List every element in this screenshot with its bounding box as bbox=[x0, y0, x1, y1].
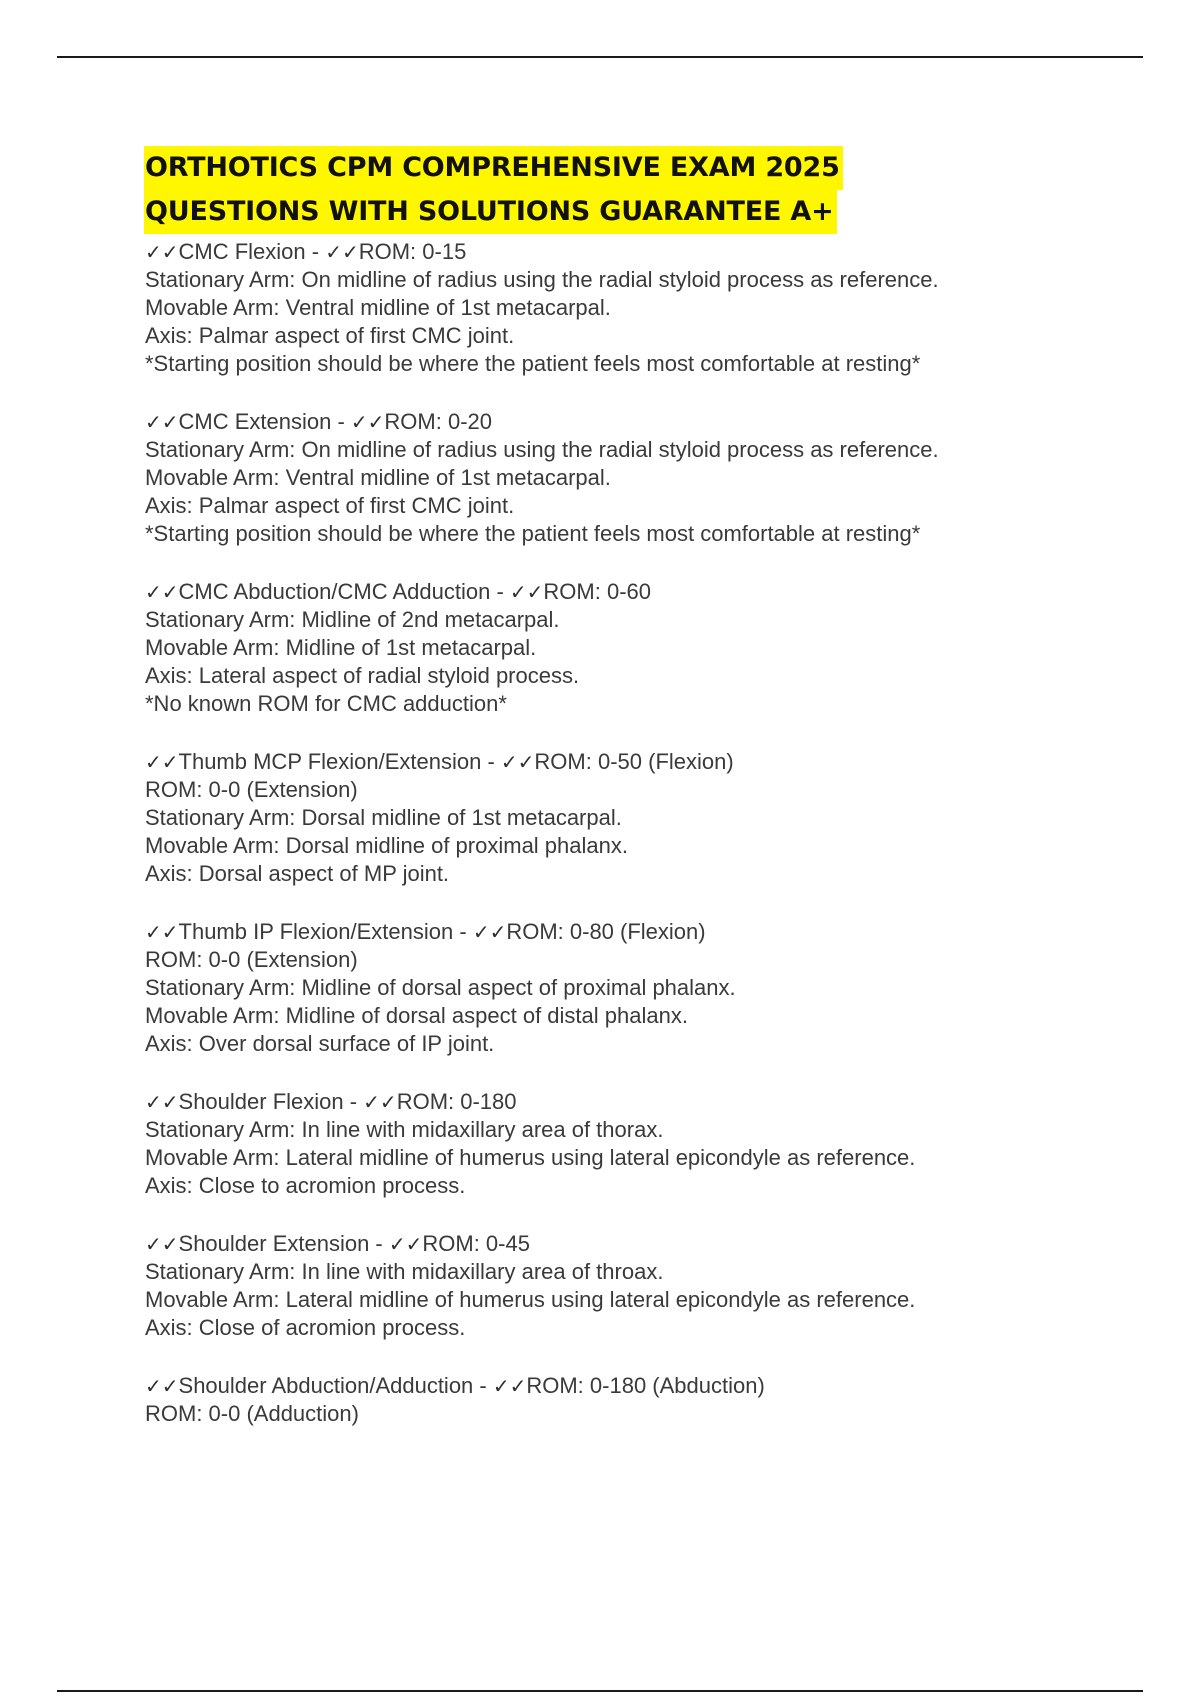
answer-text: ROM: 0-180 (Abduction) bbox=[526, 1373, 765, 1398]
qa-entry bbox=[145, 238, 1075, 378]
double-check-icon: ✓✓ bbox=[492, 1374, 527, 1398]
answer-detail-line: Movable Arm: Dorsal midline of proximal phalanx. bbox=[145, 833, 628, 858]
answer-detail-line: Stationary Arm: Midline of 2nd metacarpal. bbox=[145, 607, 560, 632]
double-check-icon: ✓✓ bbox=[509, 580, 544, 604]
double-check-icon: ✓✓ bbox=[350, 410, 385, 434]
answer-text: ROM: 0-20 bbox=[384, 409, 493, 434]
title-line-2: QUESTIONS WITH SOLUTIONS GUARANTEE A+ bbox=[144, 190, 837, 234]
question-text: Thumb IP Flexion/Extension - bbox=[178, 919, 473, 944]
answer-detail-line: Axis: Dorsal aspect of MP joint. bbox=[145, 861, 450, 886]
question-text: Shoulder Flexion - bbox=[178, 1089, 364, 1114]
answer-detail-line: ROM: 0-0 (Adduction) bbox=[145, 1401, 359, 1426]
answer-detail-line: Movable Arm: Midline of 1st metacarpal. bbox=[145, 635, 537, 660]
answer-detail-line: Axis: Close to acromion process. bbox=[145, 1173, 466, 1198]
answer-detail-line: ROM: 0-0 (Extension) bbox=[145, 777, 358, 802]
double-check-icon: ✓✓ bbox=[472, 920, 507, 944]
qa-entry bbox=[145, 748, 1075, 888]
question-text: Shoulder Extension - bbox=[178, 1231, 389, 1256]
answer-detail-line: Movable Arm: Lateral midline of humerus using lateral epicondyle as reference. bbox=[145, 1145, 916, 1170]
answer-detail-line: Axis: Palmar aspect of first CMC joint. bbox=[145, 323, 515, 348]
document-body bbox=[145, 146, 1075, 1428]
double-check-icon: ✓✓ bbox=[145, 410, 179, 434]
answer-detail-line: Axis: Lateral aspect of radial styloid process. bbox=[145, 663, 580, 688]
double-check-icon: ✓✓ bbox=[325, 240, 359, 264]
answer-detail-line: Stationary Arm: Dorsal midline of 1st metacarpal. bbox=[145, 805, 622, 830]
qa-entry bbox=[145, 578, 1075, 718]
qa-entry bbox=[145, 1372, 1075, 1428]
top-divider bbox=[57, 56, 1143, 58]
double-check-icon: ✓✓ bbox=[145, 750, 179, 774]
answer-detail-line: Axis: Palmar aspect of first CMC joint. bbox=[145, 493, 515, 518]
answer-text: ROM: 0-80 (Flexion) bbox=[506, 919, 706, 944]
double-check-icon: ✓✓ bbox=[145, 920, 179, 944]
question-text: CMC Flexion - bbox=[178, 239, 326, 264]
double-check-icon: ✓✓ bbox=[145, 580, 179, 604]
double-check-icon: ✓✓ bbox=[145, 240, 179, 264]
title-line-1: ORTHOTICS CPM COMPREHENSIVE EXAM 2025 bbox=[144, 146, 843, 190]
qa-heading bbox=[145, 578, 1075, 606]
answer-detail-line: Movable Arm: Midline of dorsal aspect of distal phalanx. bbox=[145, 1003, 688, 1028]
answer-detail-line: Stationary Arm: On midline of radius using the radial styloid process as reference. bbox=[145, 267, 939, 292]
answer-detail-line: Stationary Arm: Midline of dorsal aspect of proximal phalanx. bbox=[145, 975, 736, 1000]
qa-heading bbox=[145, 238, 1075, 266]
question-text: CMC Extension - bbox=[178, 409, 351, 434]
double-check-icon: ✓✓ bbox=[145, 1090, 179, 1114]
double-check-icon: ✓✓ bbox=[500, 750, 535, 774]
question-text: CMC Abduction/CMC Adduction - bbox=[178, 579, 510, 604]
question-text: Shoulder Abduction/Adduction - bbox=[178, 1373, 493, 1398]
answer-detail-line: Stationary Arm: In line with midaxillary area of thorax. bbox=[145, 1117, 664, 1142]
answer-detail-line: *Starting position should be where the patient feels most comfortable at resting* bbox=[145, 521, 921, 546]
qa-heading bbox=[145, 1230, 1075, 1258]
qa-entry bbox=[145, 918, 1075, 1058]
answer-text: ROM: 0-180 bbox=[396, 1089, 517, 1114]
answer-text: ROM: 0-50 (Flexion) bbox=[534, 749, 734, 774]
answer-detail-line: Stationary Arm: In line with midaxillary area of throax. bbox=[145, 1259, 664, 1284]
double-check-icon: ✓✓ bbox=[363, 1090, 397, 1114]
answer-text: ROM: 0-15 bbox=[358, 239, 467, 264]
double-check-icon: ✓✓ bbox=[388, 1232, 423, 1256]
double-check-icon: ✓✓ bbox=[145, 1232, 179, 1256]
double-check-icon: ✓✓ bbox=[145, 1374, 179, 1398]
answer-detail-line: *Starting position should be where the patient feels most comfortable at resting* bbox=[145, 351, 921, 376]
answer-detail-line: Movable Arm: Lateral midline of humerus using lateral epicondyle as reference. bbox=[145, 1287, 916, 1312]
qa-entry bbox=[145, 1230, 1075, 1342]
question-text: Thumb MCP Flexion/Extension - bbox=[178, 749, 501, 774]
qa-heading bbox=[145, 1372, 1075, 1400]
answer-text: ROM: 0-45 bbox=[422, 1231, 530, 1256]
answer-detail-line: Movable Arm: Ventral midline of 1st metacarpal. bbox=[145, 465, 611, 490]
document-title bbox=[145, 146, 1075, 234]
answer-detail-line: Movable Arm: Ventral midline of 1st metacarpal. bbox=[145, 295, 611, 320]
qa-heading bbox=[145, 1088, 1075, 1116]
qa-heading bbox=[145, 748, 1075, 776]
qa-list bbox=[145, 238, 1075, 1428]
answer-text: ROM: 0-60 bbox=[543, 579, 651, 604]
answer-detail-line: ROM: 0-0 (Extension) bbox=[145, 947, 358, 972]
bottom-divider bbox=[57, 1690, 1143, 1692]
answer-detail-line: Axis: Over dorsal surface of IP joint. bbox=[145, 1031, 495, 1056]
qa-heading bbox=[145, 408, 1075, 436]
answer-detail-line: Axis: Close of acromion process. bbox=[145, 1315, 466, 1340]
qa-heading bbox=[145, 918, 1075, 946]
qa-entry bbox=[145, 1088, 1075, 1200]
answer-detail-line: *No known ROM for CMC adduction* bbox=[145, 691, 507, 716]
qa-entry bbox=[145, 408, 1075, 548]
answer-detail-line: Stationary Arm: On midline of radius using the radial styloid process as reference. bbox=[145, 437, 939, 462]
